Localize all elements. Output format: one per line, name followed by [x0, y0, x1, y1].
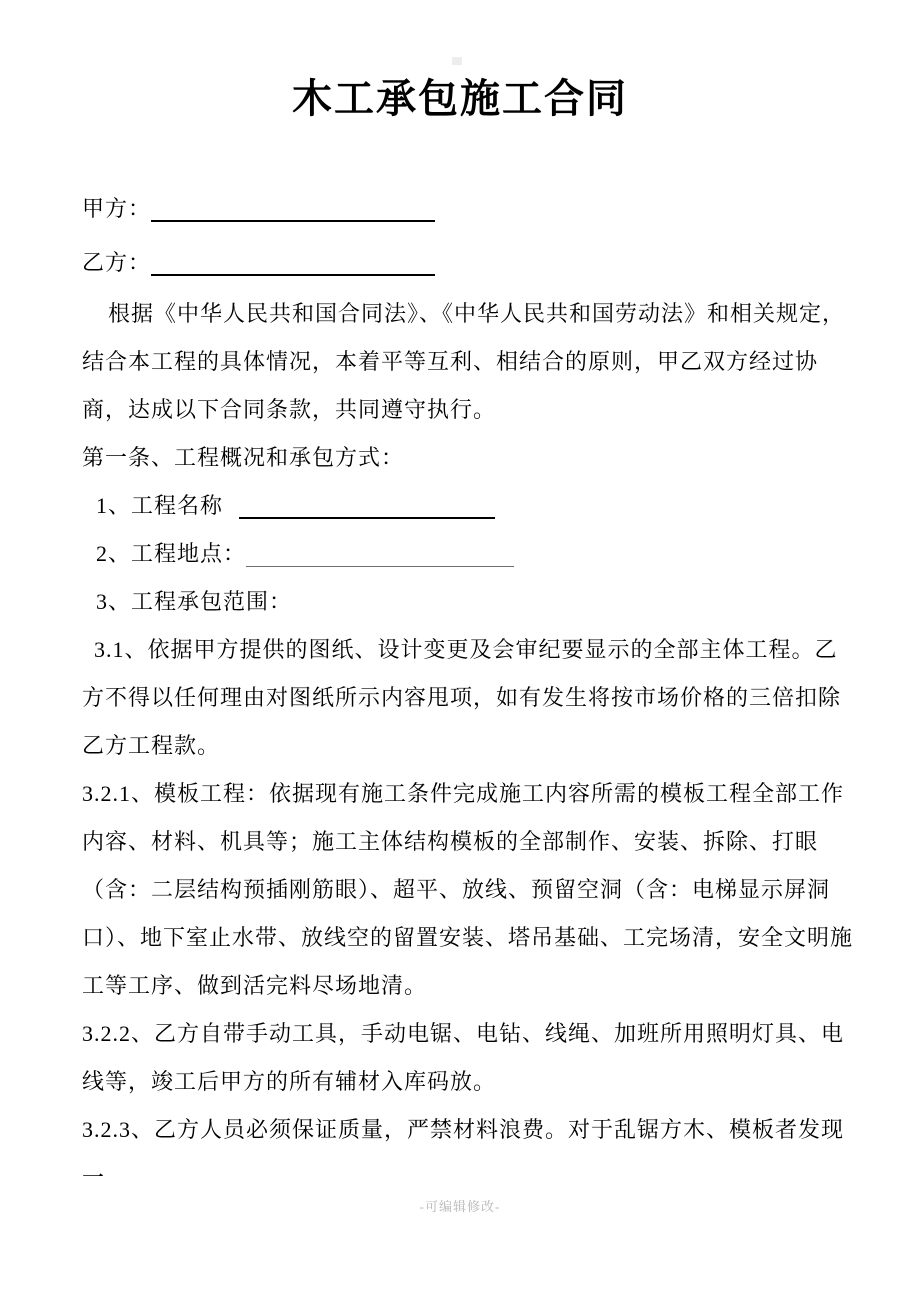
clause-3-2-2-paragraph: 3.2.2、乙方自带手动工具，手动电锯、电钻、线绳、加班所用照明灯具、电线等，竣工后甲方的所有辅材入库码放。 — [82, 1021, 845, 1094]
parties-section — [82, 182, 858, 290]
party-b-row — [82, 236, 858, 290]
party-b-label: 乙方： — [82, 250, 152, 275]
contract-scope-row — [82, 578, 858, 626]
clause-3-2-1-paragraph: 3.2.1、模板工程：依据现有施工条件完成施工内容所需的模板工程全部工作内容、材料、机具等；施工主体结构模板的全部制作、安装、拆除、打眼（含：二层结构预插刚筋眼）、超平、放线、预留空洞（含：电梯显示屏洞口）、地下室止水带、放线空的留置安装、塔吊基础、工完场清，安全文明施工等工序、做到活完料尽场地清。 — [82, 781, 854, 998]
party-a-row — [82, 182, 858, 236]
clause-3-2-3-paragraph: 3.2.3、乙方人员必须保证质量，严禁材料浪费。对于乱锯方木、模板者发现一 — [82, 1117, 845, 1190]
clause-3-1-paragraph: 3.1、依据甲方提供的图纸、设计变更及会审纪要显示的全部主体工程。乙方不得以任何理由对图纸所示内容甩项，如有发生将按市场价格的三倍扣除乙方工程款。 — [82, 637, 842, 758]
contract-scope-label: 3、工程承包范围： — [96, 589, 293, 614]
project-name-row — [82, 482, 858, 530]
party-a-label: 甲方： — [82, 196, 152, 221]
party-b-blank-field[interactable] — [151, 246, 435, 276]
project-location-row — [82, 530, 858, 578]
preamble-paragraph: 根据《中华人民共和国合同法》、《中华人民共和国劳动法》和相关规定，结合本工程的具体情况，本着平等互利、相结合的原则，甲乙双方经过协商，达成以下合同条款，共同遵守执行。 — [82, 301, 846, 422]
page-artifact-mark — [452, 57, 462, 65]
party-a-blank-field[interactable] — [151, 192, 435, 222]
editable-watermark-footer: -可编辑修改- — [419, 1199, 501, 1214]
article-1-heading: 第一条、工程概况和承包方式： — [82, 445, 405, 470]
project-location-blank-field[interactable] — [246, 538, 514, 567]
project-name-label: 1、工程名称 — [96, 493, 224, 518]
document-title: 木工承包施工合同 — [292, 76, 628, 121]
document-body — [0, 182, 920, 1202]
project-name-blank-field[interactable] — [239, 489, 495, 519]
project-location-label: 2、工程地点： — [96, 541, 247, 566]
